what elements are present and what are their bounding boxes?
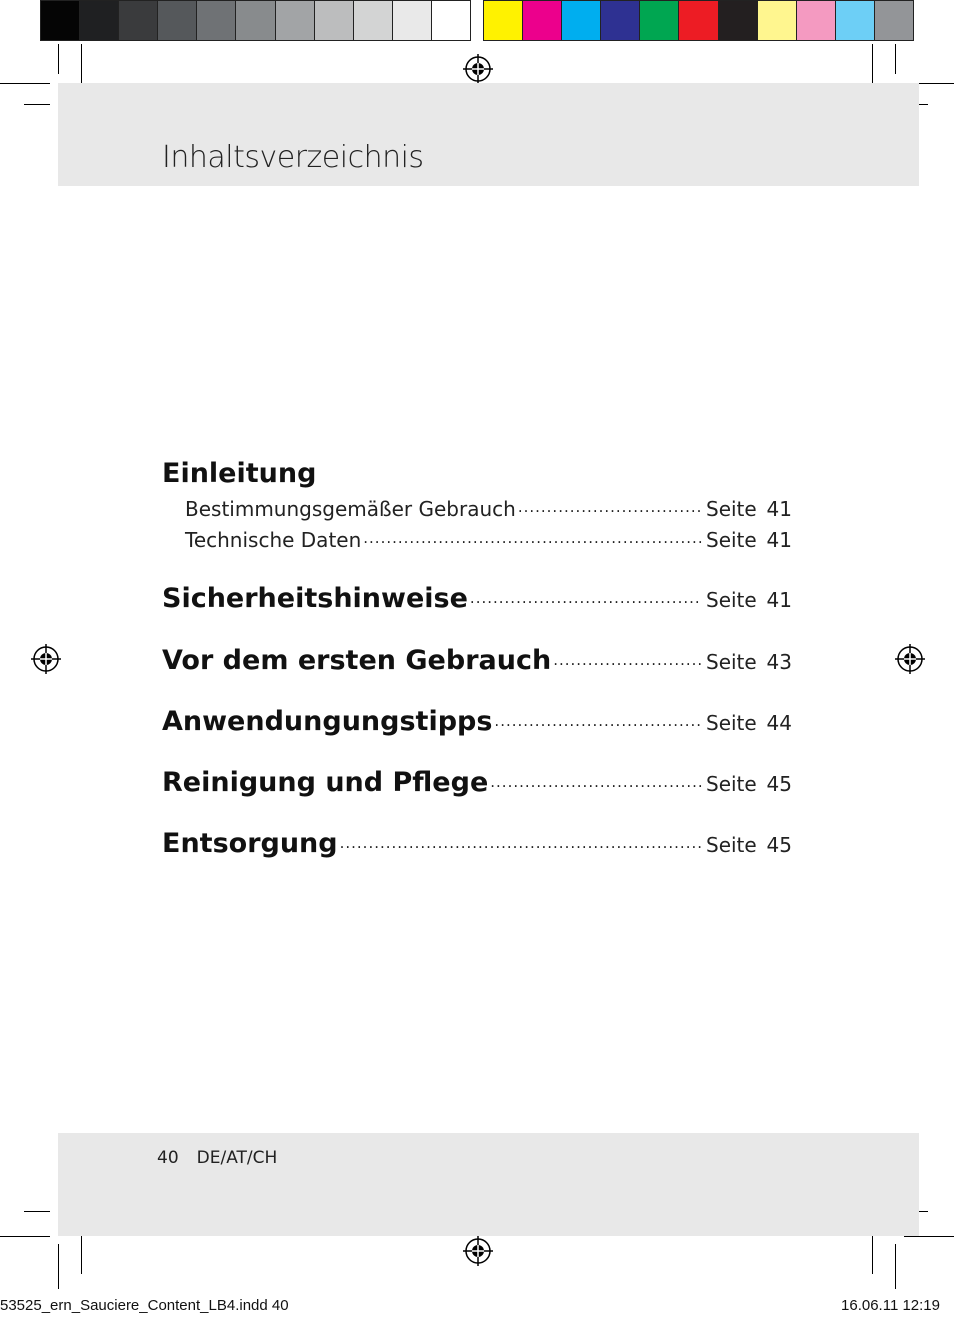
leader-dots [470,588,702,607]
toc-entry[interactable] [162,828,792,859]
page-number: 45 [766,833,792,857]
toc-entry-label: Technische Daten [185,528,362,553]
page-number: 45 [766,772,792,796]
toc-entry-page [706,528,792,552]
page-number: 41 [766,588,792,612]
slug-file-info: 53525_ern_Sauciere_Content_LB4.indd 40 [0,1297,289,1314]
color-swatch [197,1,236,40]
toc-entry-label: Entsorgung [162,828,338,859]
registration-mark-icon [463,1236,493,1266]
leader-dots [490,772,702,791]
toc-entry[interactable] [162,583,792,614]
color-swatch [80,1,119,40]
leader-dots [553,650,702,669]
color-swatch [758,1,797,40]
toc-section-heading: Einleitung [162,458,317,489]
leader-dots [494,711,702,730]
color-swatch [836,1,875,40]
toc-entry[interactable] [162,767,792,798]
toc-entry-page [706,772,792,796]
toc-entry-label: Sicherheitshinweise [162,583,468,614]
color-swatch [354,1,393,40]
toc-entry-label: Vor dem ersten Gebrauch [162,645,552,676]
page-footer [157,1148,277,1168]
toc-entry-label: Reinigung und Pflege [162,767,489,798]
color-swatch [236,1,275,40]
seite-label: Seite [706,588,757,612]
color-swatch [679,1,718,40]
crop-mark [904,1236,954,1237]
registration-mark-icon [31,644,61,674]
crop-mark [895,1244,896,1289]
toc-entry[interactable] [162,706,792,737]
leader-dots [518,497,702,516]
leader-dots [340,833,702,852]
color-swatch [276,1,315,40]
color-swatch [562,1,601,40]
toc-entry[interactable] [162,528,792,552]
color-swatch [875,1,913,40]
page-number: 41 [766,528,792,553]
seite-label: Seite [706,711,757,735]
color-swatch [719,1,758,40]
gray-calibration-bar [40,0,471,41]
toc-entry-page [706,650,792,674]
page-number: 41 [766,497,792,522]
toc-entry-page [706,588,792,612]
color-swatch [432,1,470,40]
seite-label: Seite [706,650,757,674]
crop-mark [0,1236,50,1237]
crop-mark [58,44,59,74]
color-swatch [315,1,354,40]
page-number: 43 [766,650,792,674]
slug-date-time: 16.06.11 12:19 [841,1297,940,1314]
page-number: 44 [766,711,792,735]
crop-mark [24,1211,50,1212]
toc-entry-label: Bestimmungsgemäßer Gebrauch [185,497,516,522]
color-swatch [158,1,197,40]
color-swatch [41,1,80,40]
color-swatch [523,1,562,40]
footer-page-number: 40 [157,1148,179,1168]
leader-dots [363,528,702,547]
table-of-contents [162,458,792,878]
seite-label: Seite [706,497,757,522]
crop-mark [895,44,896,74]
crop-mark [24,104,50,105]
color-swatch [484,1,523,40]
toc-entry-page [706,833,792,857]
color-swatch [797,1,836,40]
toc-entry[interactable] [162,645,792,676]
toc-entry-page [706,711,792,735]
toc-entry-label: Anwendungungstipps [162,706,493,737]
color-calibration-bar [483,0,914,41]
footer-locale: DE/AT/CH [196,1148,278,1168]
color-swatch [393,1,432,40]
page-title: Inhaltsverzeichnis [162,140,424,175]
crop-mark [58,1244,59,1289]
seite-label: Seite [706,772,757,796]
color-swatch [640,1,679,40]
registration-mark-icon [895,644,925,674]
crop-mark [0,83,50,84]
color-swatch [601,1,640,40]
toc-entry-page [706,497,792,521]
registration-mark-icon [463,54,493,84]
color-swatch [119,1,158,40]
seite-label: Seite [706,833,757,857]
seite-label: Seite [706,528,757,553]
toc-entry[interactable] [162,497,792,521]
